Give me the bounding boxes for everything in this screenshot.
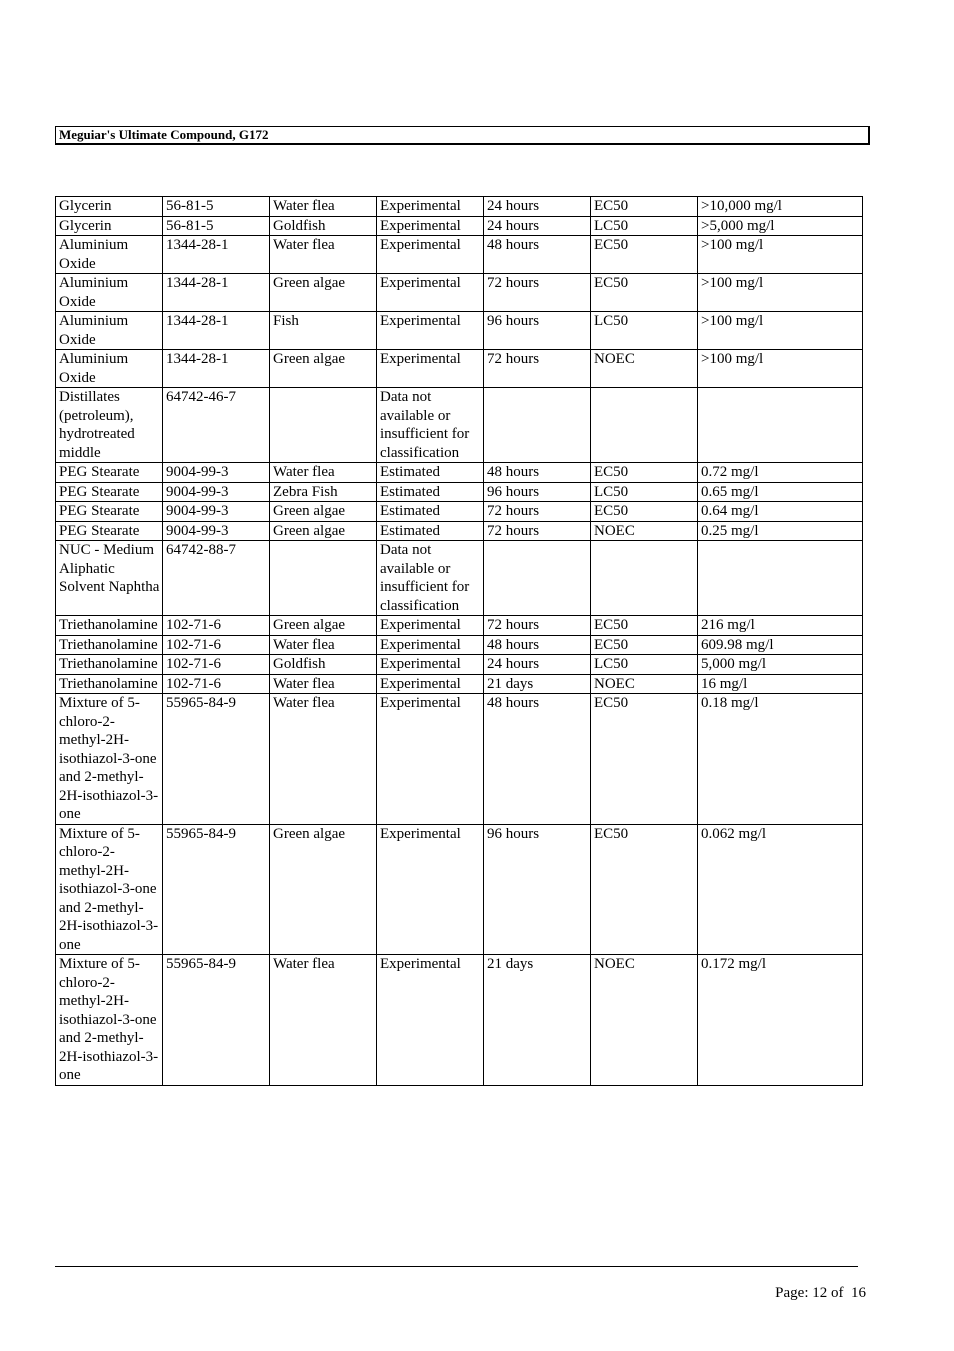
- cas-number-cell: 64742-46-7: [163, 388, 270, 463]
- endpoint-cell: LC50: [591, 216, 698, 236]
- cas-number-cell: 56-81-5: [163, 216, 270, 236]
- organism-cell: Water flea: [270, 694, 377, 825]
- organism-cell: Green algae: [270, 274, 377, 312]
- test-result-cell: >10,000 mg/l: [698, 197, 863, 217]
- substance-cell: Distillates (petroleum), hydrotreated middle: [56, 388, 163, 463]
- test-result-cell: 609.98 mg/l: [698, 635, 863, 655]
- table-row: [56, 521, 863, 541]
- type-cell: Experimental: [377, 616, 484, 636]
- table-row: [56, 274, 863, 312]
- organism-cell: Goldfish: [270, 655, 377, 675]
- test-result-cell: [698, 541, 863, 616]
- test-result-cell: >100 mg/l: [698, 236, 863, 274]
- table-row: [56, 502, 863, 522]
- table-row: [56, 312, 863, 350]
- substance-cell: Aluminium Oxide: [56, 274, 163, 312]
- exposure-cell: 48 hours: [484, 635, 591, 655]
- type-cell: Experimental: [377, 674, 484, 694]
- type-cell: Estimated: [377, 521, 484, 541]
- organism-cell: Green algae: [270, 521, 377, 541]
- page-number: Page: 12 of 16: [775, 1285, 866, 1301]
- table-row: [56, 635, 863, 655]
- product-title: Meguiar's Ultimate Compound, G172: [55, 126, 870, 145]
- table-row: [56, 463, 863, 483]
- exposure-cell: 48 hours: [484, 463, 591, 483]
- table-row: [56, 350, 863, 388]
- test-result-cell: >100 mg/l: [698, 274, 863, 312]
- cas-number-cell: 9004-99-3: [163, 463, 270, 483]
- endpoint-cell: EC50: [591, 463, 698, 483]
- exposure-cell: 72 hours: [484, 274, 591, 312]
- test-result-cell: 0.18 mg/l: [698, 694, 863, 825]
- exposure-cell: [484, 541, 591, 616]
- cas-number-cell: 102-71-6: [163, 674, 270, 694]
- substance-cell: Glycerin: [56, 216, 163, 236]
- cas-number-cell: 55965-84-9: [163, 694, 270, 825]
- endpoint-cell: NOEC: [591, 955, 698, 1086]
- organism-cell: Water flea: [270, 635, 377, 655]
- type-cell: Experimental: [377, 216, 484, 236]
- table-row: [56, 216, 863, 236]
- organism-cell: Green algae: [270, 824, 377, 955]
- endpoint-cell: [591, 388, 698, 463]
- endpoint-cell: NOEC: [591, 674, 698, 694]
- endpoint-cell: LC50: [591, 312, 698, 350]
- type-cell: Experimental: [377, 655, 484, 675]
- table-row: [56, 694, 863, 825]
- table-row: [56, 824, 863, 955]
- endpoint-cell: EC50: [591, 236, 698, 274]
- endpoint-cell: LC50: [591, 482, 698, 502]
- organism-cell: Zebra Fish: [270, 482, 377, 502]
- test-result-cell: 5,000 mg/l: [698, 655, 863, 675]
- table-row: [56, 955, 863, 1086]
- type-cell: Estimated: [377, 463, 484, 483]
- exposure-cell: 72 hours: [484, 521, 591, 541]
- cas-number-cell: 102-71-6: [163, 655, 270, 675]
- type-cell: Experimental: [377, 694, 484, 825]
- table-body: [56, 197, 863, 1086]
- cas-number-cell: 102-71-6: [163, 635, 270, 655]
- cas-number-cell: 55965-84-9: [163, 824, 270, 955]
- table-row: [56, 674, 863, 694]
- table-row: [56, 655, 863, 675]
- substance-cell: PEG Stearate: [56, 502, 163, 522]
- test-result-cell: 0.72 mg/l: [698, 463, 863, 483]
- organism-cell: Goldfish: [270, 216, 377, 236]
- exposure-cell: 48 hours: [484, 236, 591, 274]
- cas-number-cell: 102-71-6: [163, 616, 270, 636]
- endpoint-cell: EC50: [591, 616, 698, 636]
- substance-cell: Aluminium Oxide: [56, 350, 163, 388]
- type-cell: Data not available or insufficient for classification: [377, 541, 484, 616]
- endpoint-cell: EC50: [591, 824, 698, 955]
- organism-cell: Green algae: [270, 502, 377, 522]
- ecotoxicity-table: [55, 196, 863, 1086]
- test-result-cell: 0.64 mg/l: [698, 502, 863, 522]
- exposure-cell: 24 hours: [484, 655, 591, 675]
- type-cell: Experimental: [377, 197, 484, 217]
- type-cell: Experimental: [377, 824, 484, 955]
- type-cell: Experimental: [377, 350, 484, 388]
- exposure-cell: 96 hours: [484, 482, 591, 502]
- test-result-cell: >5,000 mg/l: [698, 216, 863, 236]
- type-cell: Data not available or insufficient for classification: [377, 388, 484, 463]
- organism-cell: [270, 388, 377, 463]
- substance-cell: PEG Stearate: [56, 482, 163, 502]
- type-cell: Experimental: [377, 955, 484, 1086]
- cas-number-cell: 9004-99-3: [163, 521, 270, 541]
- substance-cell: Triethanolamine: [56, 635, 163, 655]
- exposure-cell: 21 days: [484, 674, 591, 694]
- exposure-cell: 24 hours: [484, 197, 591, 217]
- organism-cell: Water flea: [270, 674, 377, 694]
- table-row: [56, 541, 863, 616]
- substance-cell: Glycerin: [56, 197, 163, 217]
- endpoint-cell: EC50: [591, 197, 698, 217]
- substance-cell: PEG Stearate: [56, 463, 163, 483]
- type-cell: Estimated: [377, 482, 484, 502]
- table-row: [56, 236, 863, 274]
- organism-cell: [270, 541, 377, 616]
- test-result-cell: 0.65 mg/l: [698, 482, 863, 502]
- organism-cell: Water flea: [270, 236, 377, 274]
- endpoint-cell: EC50: [591, 274, 698, 312]
- organism-cell: Water flea: [270, 463, 377, 483]
- cas-number-cell: 1344-28-1: [163, 350, 270, 388]
- organism-cell: Green algae: [270, 350, 377, 388]
- type-cell: Estimated: [377, 502, 484, 522]
- table-row: [56, 482, 863, 502]
- exposure-cell: [484, 388, 591, 463]
- cas-number-cell: 1344-28-1: [163, 236, 270, 274]
- type-cell: Experimental: [377, 274, 484, 312]
- substance-cell: Aluminium Oxide: [56, 236, 163, 274]
- table-row: [56, 388, 863, 463]
- organism-cell: Green algae: [270, 616, 377, 636]
- substance-cell: Aluminium Oxide: [56, 312, 163, 350]
- test-result-cell: 0.062 mg/l: [698, 824, 863, 955]
- test-result-cell: >100 mg/l: [698, 350, 863, 388]
- type-cell: Experimental: [377, 236, 484, 274]
- test-result-cell: >100 mg/l: [698, 312, 863, 350]
- exposure-cell: 72 hours: [484, 616, 591, 636]
- cas-number-cell: 64742-88-7: [163, 541, 270, 616]
- table-row: [56, 197, 863, 217]
- exposure-cell: 96 hours: [484, 312, 591, 350]
- exposure-cell: 72 hours: [484, 502, 591, 522]
- organism-cell: Fish: [270, 312, 377, 350]
- cas-number-cell: 9004-99-3: [163, 482, 270, 502]
- organism-cell: Water flea: [270, 197, 377, 217]
- organism-cell: Water flea: [270, 955, 377, 1086]
- test-result-cell: 16 mg/l: [698, 674, 863, 694]
- endpoint-cell: EC50: [591, 694, 698, 825]
- footer-divider: [55, 1266, 858, 1267]
- exposure-cell: 21 days: [484, 955, 591, 1086]
- endpoint-cell: EC50: [591, 635, 698, 655]
- exposure-cell: 48 hours: [484, 694, 591, 825]
- test-result-cell: 0.172 mg/l: [698, 955, 863, 1086]
- test-result-cell: 0.25 mg/l: [698, 521, 863, 541]
- endpoint-cell: [591, 541, 698, 616]
- exposure-cell: 96 hours: [484, 824, 591, 955]
- endpoint-cell: LC50: [591, 655, 698, 675]
- cas-number-cell: 56-81-5: [163, 197, 270, 217]
- type-cell: Experimental: [377, 635, 484, 655]
- table-row: [56, 616, 863, 636]
- endpoint-cell: EC50: [591, 502, 698, 522]
- substance-cell: Mixture of 5-chloro-2-methyl-2H-isothiazol-3-one and 2-methyl-2H-isothiazol-3-one: [56, 824, 163, 955]
- substance-cell: Mixture of 5-chloro-2-methyl-2H-isothiazol-3-one and 2-methyl-2H-isothiazol-3-one: [56, 955, 163, 1086]
- type-cell: Experimental: [377, 312, 484, 350]
- test-result-cell: 216 mg/l: [698, 616, 863, 636]
- substance-cell: Triethanolamine: [56, 616, 163, 636]
- cas-number-cell: 1344-28-1: [163, 274, 270, 312]
- endpoint-cell: NOEC: [591, 521, 698, 541]
- cas-number-cell: 9004-99-3: [163, 502, 270, 522]
- substance-cell: Triethanolamine: [56, 655, 163, 675]
- substance-cell: Triethanolamine: [56, 674, 163, 694]
- endpoint-cell: NOEC: [591, 350, 698, 388]
- substance-cell: PEG Stearate: [56, 521, 163, 541]
- cas-number-cell: 55965-84-9: [163, 955, 270, 1086]
- substance-cell: Mixture of 5-chloro-2-methyl-2H-isothiazol-3-one and 2-methyl-2H-isothiazol-3-one: [56, 694, 163, 825]
- test-result-cell: [698, 388, 863, 463]
- substance-cell: NUC - Medium Aliphatic Solvent Naphtha: [56, 541, 163, 616]
- exposure-cell: 24 hours: [484, 216, 591, 236]
- cas-number-cell: 1344-28-1: [163, 312, 270, 350]
- exposure-cell: 72 hours: [484, 350, 591, 388]
